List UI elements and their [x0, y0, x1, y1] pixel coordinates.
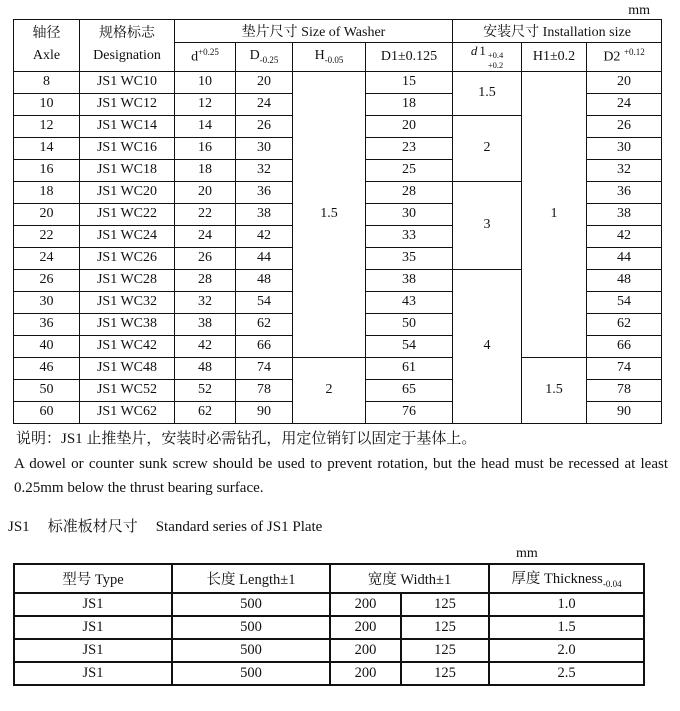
d1-number: 1	[479, 43, 486, 58]
section-title-code: JS1	[8, 518, 30, 535]
cell-D: 26	[236, 115, 293, 137]
cell-D: 44	[236, 247, 293, 269]
cell-d: 38	[175, 313, 236, 335]
d-tolerance: +0.25	[198, 47, 219, 58]
cell-D: 20	[236, 71, 293, 93]
cell-length: 500	[172, 593, 330, 616]
cell-d: 32	[175, 291, 236, 313]
cell-D1: 61	[366, 357, 453, 379]
axle-label-en: Axle	[32, 48, 61, 64]
cell-D1: 54	[366, 335, 453, 357]
cell-d: 28	[175, 269, 236, 291]
cell-D1: 18	[366, 93, 453, 115]
cell-designation: JS1 WC18	[80, 159, 175, 181]
cell-D1: 35	[366, 247, 453, 269]
col-header-D	[236, 43, 293, 72]
cell-D2: 30	[587, 137, 662, 159]
cell-d: 42	[175, 335, 236, 357]
col-header-thickness	[489, 564, 644, 593]
cell-d1-merged: 1.5	[453, 71, 522, 115]
cell-designation: JS1 WC52	[80, 379, 175, 401]
cell-d: 48	[175, 357, 236, 379]
cell-D1: 38	[366, 269, 453, 291]
cell-D: 54	[236, 291, 293, 313]
cell-D1: 50	[366, 313, 453, 335]
cell-designation: JS1 WC42	[80, 335, 175, 357]
col-header-designation	[80, 20, 175, 72]
cell-thickness: 1.0	[489, 593, 644, 616]
cell-axle: 36	[14, 313, 80, 335]
cell-d: 20	[175, 181, 236, 203]
cell-D: 32	[236, 159, 293, 181]
cell-D2: 20	[587, 71, 662, 93]
cell-axle: 18	[14, 181, 80, 203]
col-header-width: 宽度 Width±1	[330, 564, 489, 593]
cell-designation: JS1 WC10	[80, 71, 175, 93]
D-symbol: D	[249, 48, 260, 64]
cell-designation: JS1 WC24	[80, 225, 175, 247]
cell-thickness: 2.5	[489, 662, 644, 685]
washer-spec-table	[13, 19, 662, 424]
col-header-H1: H1±0.2	[522, 43, 587, 72]
cell-d: 22	[175, 203, 236, 225]
col-header-D2	[587, 43, 662, 72]
cell-D1: 33	[366, 225, 453, 247]
cell-D2: 32	[587, 159, 662, 181]
unit-label-top: mm	[628, 3, 650, 18]
col-header-H	[293, 43, 366, 72]
cell-d: 18	[175, 159, 236, 181]
section-title	[8, 517, 680, 537]
cell-axle: 14	[14, 137, 80, 159]
cell-d: 62	[175, 401, 236, 423]
d1-tolerance-stack	[488, 51, 503, 71]
cell-type: JS1	[14, 662, 172, 685]
cell-D: 38	[236, 203, 293, 225]
cell-designation: JS1 WC26	[80, 247, 175, 269]
cell-type: JS1	[14, 639, 172, 662]
D-tolerance: -0.25	[259, 55, 279, 66]
cell-D1: 43	[366, 291, 453, 313]
plate-table-row	[14, 639, 644, 662]
cell-axle: 16	[14, 159, 80, 181]
cell-D: 78	[236, 379, 293, 401]
cell-D1: 25	[366, 159, 453, 181]
cell-D2: 24	[587, 93, 662, 115]
cell-designation: JS1 WC38	[80, 313, 175, 335]
cell-designation: JS1 WC32	[80, 291, 175, 313]
cell-D: 24	[236, 93, 293, 115]
designation-label-en: Designation	[93, 48, 161, 64]
cell-axle: 50	[14, 379, 80, 401]
cell-type: JS1	[14, 616, 172, 639]
cell-D2: 44	[587, 247, 662, 269]
col-header-axle	[14, 20, 80, 72]
designation-label-cn: 规格标志	[99, 26, 155, 42]
d1-tolerance-upper: +0.4	[487, 50, 504, 60]
cell-designation: JS1 WC14	[80, 115, 175, 137]
D2-symbol: D2	[603, 50, 621, 66]
cell-axle: 46	[14, 357, 80, 379]
cell-D: 42	[236, 225, 293, 247]
cell-D2: 48	[587, 269, 662, 291]
cell-D2: 74	[587, 357, 662, 379]
cell-axle: 22	[14, 225, 80, 247]
cell-D2: 62	[587, 313, 662, 335]
cell-designation: JS1 WC62	[80, 401, 175, 423]
note-english: A dowel or counter sunk screw should be used to prevent rotation, but the head must be recessed at least 0.25mm below the thrust bearing surface.	[14, 455, 668, 496]
cell-D: 30	[236, 137, 293, 159]
H-symbol: H	[314, 48, 325, 64]
group-header-washer-size: 垫片尺寸 Size of Washer	[175, 20, 453, 43]
cell-H1-merged: 1	[522, 71, 587, 357]
cell-length: 500	[172, 616, 330, 639]
col-header-D1: D1±0.125	[366, 43, 453, 72]
cell-d: 52	[175, 379, 236, 401]
D2-tolerance: +0.12	[623, 47, 645, 58]
cell-width-125: 125	[401, 639, 489, 662]
cell-D2: 78	[587, 379, 662, 401]
cell-axle: 8	[14, 71, 80, 93]
cell-D1: 65	[366, 379, 453, 401]
cell-D2: 26	[587, 115, 662, 137]
cell-axle: 20	[14, 203, 80, 225]
cell-D1: 28	[366, 181, 453, 203]
cell-width-125: 125	[401, 593, 489, 616]
washer-table-row	[14, 357, 662, 379]
cell-H1-merged: 1.5	[522, 357, 587, 423]
cell-axle: 24	[14, 247, 80, 269]
cell-D2: 42	[587, 225, 662, 247]
col-header-type: 型号 Type	[14, 564, 172, 593]
cell-thickness: 2.0	[489, 639, 644, 662]
unit-label-table2: mm	[516, 545, 538, 561]
note-chinese: 说明：JS1 止推垫片，安装时必需钻孔，用定位销钉以固定于基体上。	[16, 430, 477, 447]
cell-d1-merged: 3	[453, 181, 522, 269]
cell-D2: 54	[587, 291, 662, 313]
cell-D: 36	[236, 181, 293, 203]
cell-axle: 10	[14, 93, 80, 115]
cell-designation: JS1 WC20	[80, 181, 175, 203]
cell-thickness: 1.5	[489, 616, 644, 639]
cell-d: 10	[175, 71, 236, 93]
cell-H-merged: 2	[293, 357, 366, 423]
cell-H-merged: 1.5	[293, 71, 366, 357]
cell-d: 24	[175, 225, 236, 247]
cell-d: 12	[175, 93, 236, 115]
cell-length: 500	[172, 662, 330, 685]
cell-designation: JS1 WC48	[80, 357, 175, 379]
col-header-length: 长度 Length±1	[172, 564, 330, 593]
washer-table-row	[14, 71, 662, 93]
d1-tolerance-lower: +0.2	[487, 59, 504, 70]
cell-D1: 23	[366, 137, 453, 159]
cell-axle: 30	[14, 291, 80, 313]
cell-D: 62	[236, 313, 293, 335]
cell-D2: 90	[587, 401, 662, 423]
cell-D1: 30	[366, 203, 453, 225]
cell-D2: 38	[587, 203, 662, 225]
cell-D: 48	[236, 269, 293, 291]
cell-width-200: 200	[330, 616, 401, 639]
plate-table-row	[14, 593, 644, 616]
cell-width-125: 125	[401, 662, 489, 685]
cell-width-200: 200	[330, 639, 401, 662]
cell-D2: 36	[587, 181, 662, 203]
thickness-tolerance: -0.04	[602, 578, 622, 589]
cell-d1-merged: 4	[453, 269, 522, 423]
col-header-d1	[453, 43, 522, 72]
section-title-en: Standard series of JS1 Plate	[155, 518, 323, 535]
cell-designation: JS1 WC22	[80, 203, 175, 225]
cell-width-200: 200	[330, 662, 401, 685]
plate-table-row	[14, 616, 644, 639]
cell-designation: JS1 WC16	[80, 137, 175, 159]
cell-axle: 40	[14, 335, 80, 357]
cell-D: 74	[236, 357, 293, 379]
cell-d: 26	[175, 247, 236, 269]
cell-D: 90	[236, 401, 293, 423]
cell-axle: 60	[14, 401, 80, 423]
cell-axle: 12	[14, 115, 80, 137]
cell-D1: 20	[366, 115, 453, 137]
cell-width-200: 200	[330, 593, 401, 616]
cell-D1: 76	[366, 401, 453, 423]
cell-d1-merged: 2	[453, 115, 522, 181]
d-symbol: d	[191, 50, 199, 66]
cell-width-125: 125	[401, 616, 489, 639]
H-tolerance: -0.05	[324, 55, 344, 66]
cell-D1: 15	[366, 71, 453, 93]
group-header-installation-size: 安装尺寸 Installation size	[453, 20, 662, 43]
section-title-cn: 标准板材尺寸	[47, 518, 138, 535]
plate-size-table	[13, 563, 645, 686]
cell-D: 66	[236, 335, 293, 357]
cell-D2: 66	[587, 335, 662, 357]
d1-symbol: d	[470, 43, 478, 58]
plate-table-row	[14, 662, 644, 685]
cell-length: 500	[172, 639, 330, 662]
cell-designation: JS1 WC28	[80, 269, 175, 291]
cell-designation: JS1 WC12	[80, 93, 175, 115]
cell-axle: 26	[14, 269, 80, 291]
axle-label-cn: 轴径	[32, 26, 61, 42]
cell-d: 14	[175, 115, 236, 137]
cell-type: JS1	[14, 593, 172, 616]
col-header-d	[175, 43, 236, 72]
cell-d: 16	[175, 137, 236, 159]
thickness-label: 厚度 Thickness	[511, 571, 603, 588]
